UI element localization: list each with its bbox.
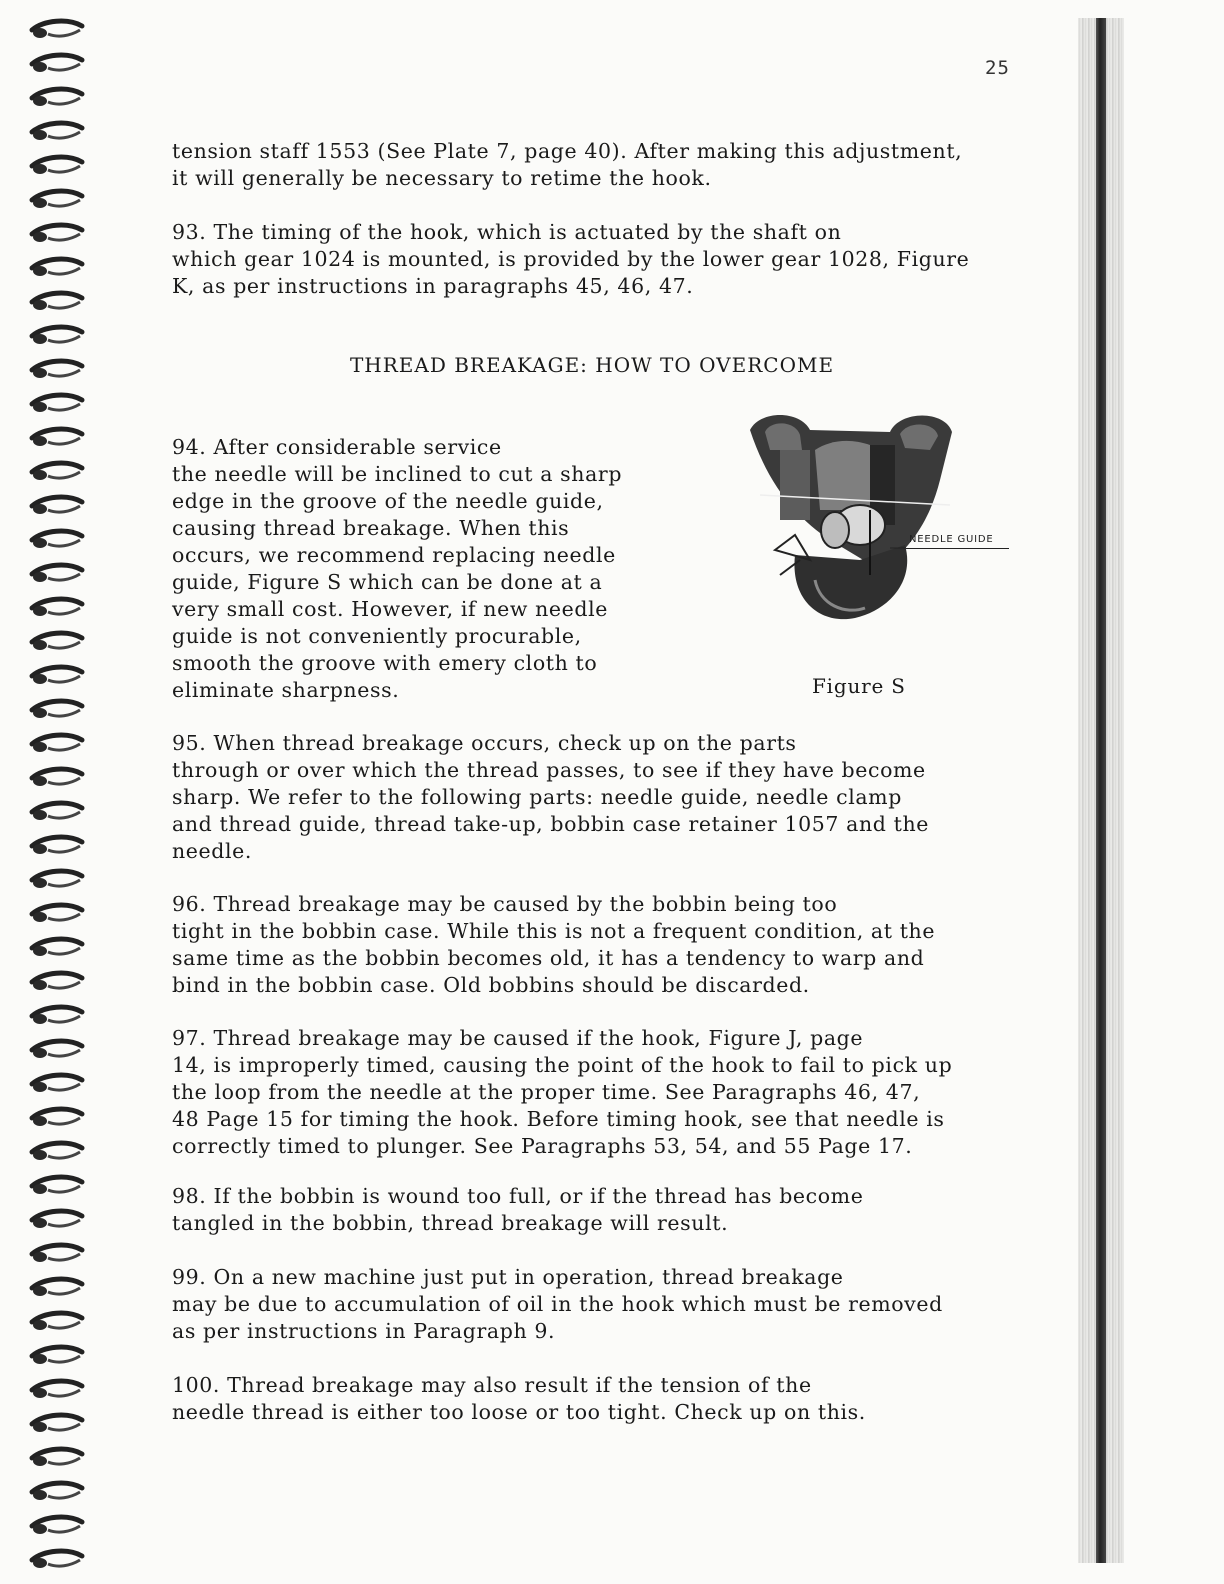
- spiral-binding: [0, 0, 100, 1584]
- paragraph-96: 96. Thread breakage may be caused by the bobbin being too tight in the bobbin case. While this is not a frequent condition, at the same time as the bobbin becomes old, it has a tendency to warp and bind in the bobbin case. Old bobbins should be discarded.: [172, 892, 936, 997]
- paragraph-93: 93. The timing of the hook, which is actuated by the shaft on which gear 1024 is mounted, is provided by the lower gear 1028, Figure K, as per instructions in paragraphs 45, 46, 47.: [172, 220, 970, 298]
- section-heading: THREAD BREAKAGE: HOW TO OVERCOME: [349, 353, 835, 377]
- paragraph-continuation: tension staff 1553 (See Plate 7, page 40). After making this adjustment, it will generally be necessary to retime the hook.: [172, 139, 963, 190]
- paragraph-97: 97. Thread breakage may be caused if the hook, Figure J, page 14, is improperly timed, causing the point of the hook to fail to pick up the loop from the needle at the proper time. See Paragraphs 46, 47, 48 Page 15 for timing the hook. Before timing hook, see that needle is correctly timed to plunger. See Paragraphs 53, 54, and 55 Page 17.: [172, 1026, 953, 1158]
- page-number: 25: [985, 57, 1010, 79]
- needle-guide-callout: NEEDLE GUIDE: [909, 534, 994, 545]
- callout-underline: [906, 548, 1009, 549]
- paragraph-99: 99. On a new machine just put in operation, thread breakage may be due to accumulation of oil in the hook which must be removed as per instructions in Paragraph 9.: [172, 1265, 943, 1343]
- paragraph-98: 98. If the bobbin is wound too full, or if the thread has become tangled in the bobbin, thread breakage will result.: [172, 1184, 864, 1235]
- paragraph-95: 95. When thread breakage occurs, check up on the parts through or over which the thread passes, to see if they have become sharp. We refer to the following parts: needle guide, needle clamp and thread guide, thread take-up, bobbin case retainer 1057 and the needle.: [172, 731, 929, 863]
- paragraph-100: 100. Thread breakage may also result if the tension of the needle thread is either too loose or too tight. Check up on this.: [172, 1373, 866, 1424]
- paragraph-94: 94. After considerable service the needle will be inclined to cut a sharp edge in the groove of the needle guide, causing thread breakage. When this occurs, we recommend replacing needle guide, Figure S which can be done at a very small cost. However, if new needle guide is not conveniently procurable, smooth the groove with emery cloth to eliminate sharpness.: [172, 435, 623, 702]
- page-stack-shadow: [1096, 18, 1106, 1563]
- figure-caption: Figure S: [812, 674, 906, 698]
- figure-s-illustration: [740, 410, 1040, 660]
